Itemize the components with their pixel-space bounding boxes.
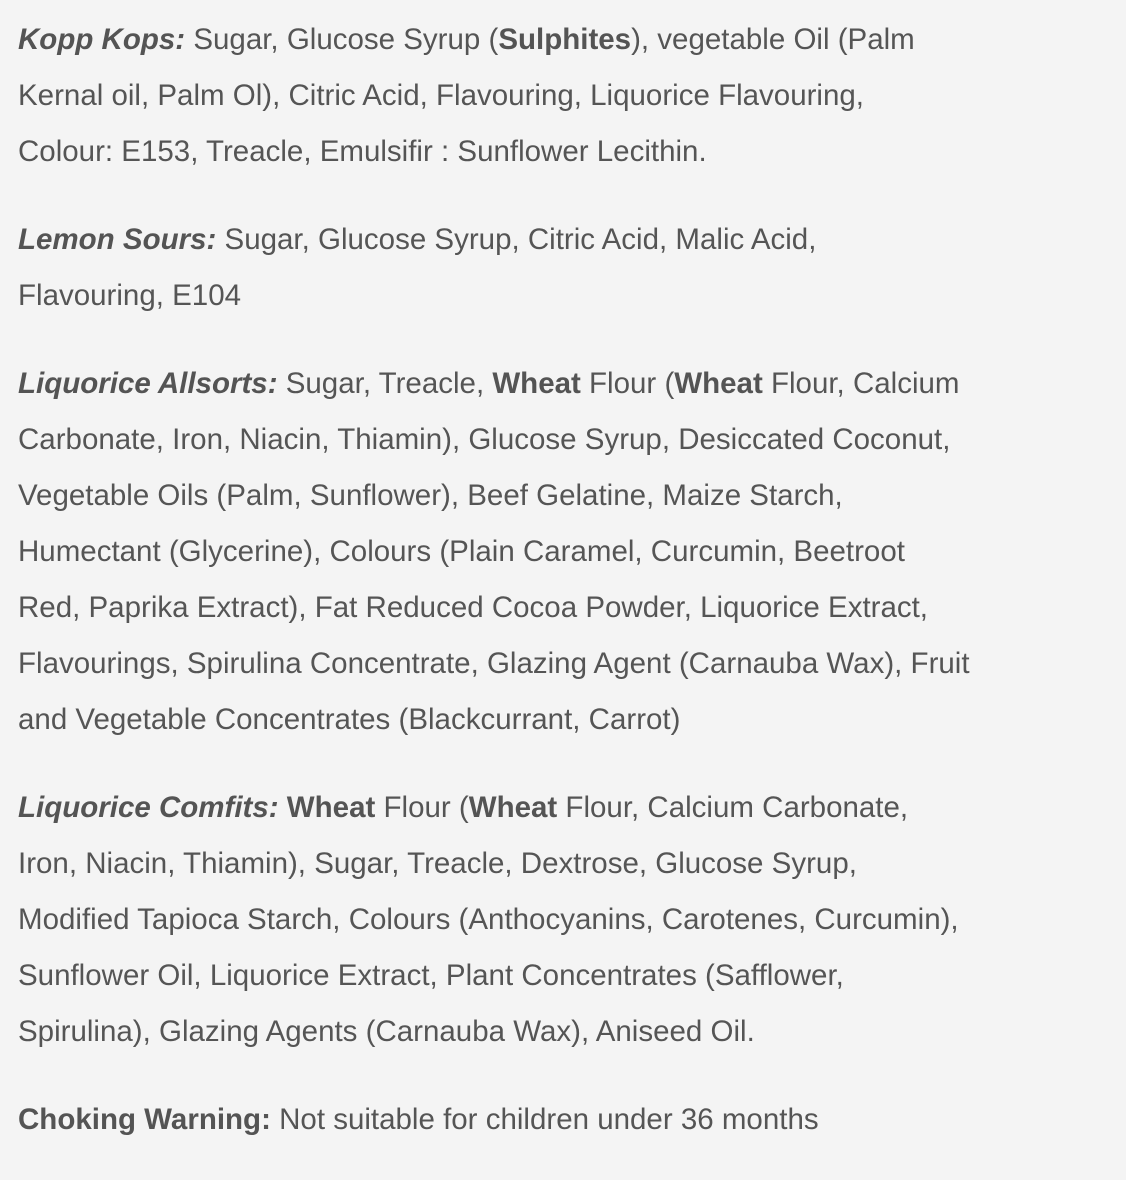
- ingredient-line: Flavourings, Spirulina Concentrate, Glazing Agent (Carnauba Wax), Fruit: [18, 647, 970, 680]
- ingredient-line: [18, 212, 1118, 268]
- allergen-text: Wheat: [468, 791, 558, 824]
- ingredient-text: Sugar, Glucose Syrup, Citric Acid, Malic Acid,: [216, 223, 817, 256]
- ingredient-section-liquorice-comfits: [18, 780, 1118, 1060]
- section-label: Liquorice Allsorts:: [18, 367, 278, 400]
- choking-warning: [18, 1092, 1118, 1148]
- section-label: Kopp Kops:: [18, 23, 186, 56]
- ingredient-line: Humectant (Glycerine), Colours (Plain Caramel, Curcumin, Beetroot: [18, 535, 905, 568]
- ingredient-line: Iron, Niacin, Thiamin), Sugar, Treacle, Dextrose, Glucose Syrup,: [18, 847, 857, 880]
- allergen-text: Wheat: [674, 367, 763, 400]
- ingredient-line: Kernal oil, Palm Ol), Citric Acid, Flavouring, Liquorice Flavouring,: [18, 79, 864, 112]
- ingredient-line: Carbonate, Iron, Niacin, Thiamin), Glucose Syrup, Desiccated Coconut,: [18, 423, 951, 456]
- ingredient-text: Flour (: [375, 791, 469, 824]
- allergen-text: Wheat: [286, 791, 376, 824]
- allergen-text: Wheat: [492, 367, 581, 400]
- ingredient-text: Flour (: [580, 367, 675, 400]
- ingredient-line: [18, 780, 1118, 836]
- ingredient-text: ), vegetable Oil (Palm: [631, 23, 915, 56]
- ingredient-section-lemon-sours: [18, 212, 1118, 324]
- ingredient-text: Flour, Calcium Carbonate,: [557, 791, 909, 824]
- ingredient-line: [18, 12, 1118, 68]
- ingredient-section-liquorice-allsorts: [18, 356, 1118, 748]
- ingredient-text: [279, 791, 287, 824]
- section-label: Liquorice Comfits:: [18, 791, 279, 824]
- ingredient-line: Colour: E153, Treacle, Emulsifir : Sunflower Lecithin.: [18, 135, 707, 168]
- ingredient-text: Sugar, Glucose Syrup (: [185, 23, 499, 56]
- ingredients-list: [18, 12, 1118, 1180]
- ingredient-line: Red, Paprika Extract), Fat Reduced Cocoa Powder, Liquorice Extract,: [18, 591, 929, 624]
- warning-label: Choking Warning:: [18, 1103, 271, 1136]
- ingredient-line: Vegetable Oils (Palm, Sunflower), Beef Gelatine, Maize Starch,: [18, 479, 843, 512]
- ingredient-line: and Vegetable Concentrates (Blackcurrant, Carrot): [18, 703, 681, 736]
- warning-text: Not suitable for children under 36 months: [270, 1103, 819, 1136]
- ingredient-line: Spirulina), Glazing Agents (Carnauba Wax), Aniseed Oil.: [18, 1015, 755, 1048]
- ingredient-line: Sunflower Oil, Liquorice Extract, Plant Concentrates (Safflower,: [18, 959, 844, 992]
- ingredient-text: Flour, Calcium: [762, 367, 960, 400]
- section-label: Lemon Sours:: [18, 223, 217, 256]
- ingredient-section-kopp-kops: [18, 12, 1118, 180]
- allergen-text: Sulphites: [498, 23, 632, 56]
- ingredient-text: Sugar, Treacle,: [277, 367, 493, 400]
- ingredient-line: Flavouring, E104: [18, 279, 242, 312]
- ingredient-line: [18, 356, 1118, 412]
- ingredient-line: [18, 1092, 1118, 1148]
- ingredient-line: Modified Tapioca Starch, Colours (Anthocyanins, Carotenes, Curcumin),: [18, 903, 959, 936]
